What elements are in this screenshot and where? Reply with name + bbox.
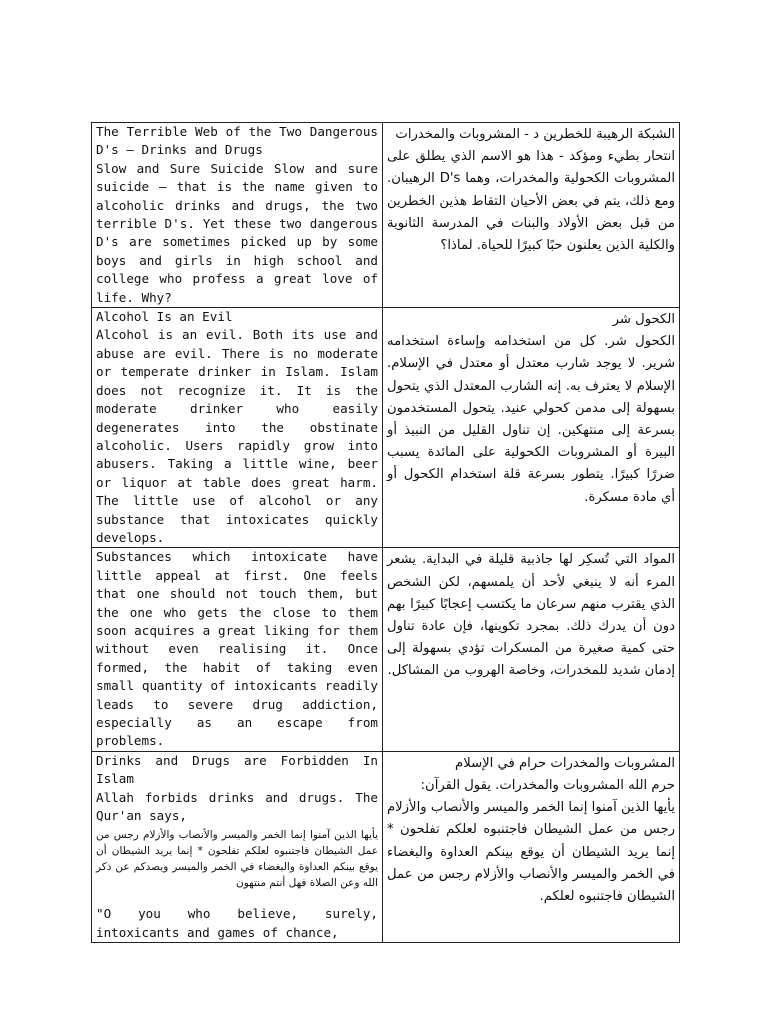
paragraph-en: Alcohol is an evil. Both its use and abuse are evil. There is no moderate or temperate drinker in Islam. Islam does not recognize it. It is the moderate drinker who easily degenerates into the obstinate alcoholic. Users rapidly grow into abusers. Taking a little wine, beer or liquor at table does great harm. The little use of alcohol or any substance that intoxicates quickly develops. bbox=[96, 327, 378, 545]
section-heading-en: Alcohol Is an Evil bbox=[96, 309, 233, 325]
quran-translation-en: "O you who believe, surely, intoxicants and games of chance, bbox=[96, 906, 378, 940]
section-heading-ar: الشبكة الرهيبة للخطرين د - المشروبات والمخدرات bbox=[395, 127, 675, 142]
table-row bbox=[92, 308, 680, 548]
paragraph-ar: حرم الله المشروبات والمخدرات. يقول القرآن: bbox=[420, 778, 675, 794]
arabic-cell bbox=[383, 548, 680, 751]
arabic-cell bbox=[383, 308, 680, 548]
paragraph-en: Substances which intoxicate have little appeal at first. One feels that one should not touch them, but the one who gets the close to them soon acquires a great liking for them without even realising it. Once formed, the habit of taking even small quantity of intoxicants readily leads to severe drug addiction, especially as an escape from problems. bbox=[96, 549, 378, 749]
section-heading-ar: المشروبات والمخدرات حرام في الإسلام bbox=[455, 755, 675, 771]
paragraph-en: Slow and Sure Suicide Slow and sure suicide – that is the name given to alcoholic drinks and drugs, the two terrible D's. Yet these two dangerous D's are sometimes picked up by some boys and girls in high school and college who profess a great love of life. Why? bbox=[96, 160, 378, 305]
arabic-cell bbox=[383, 123, 680, 308]
table-row bbox=[92, 548, 680, 751]
english-cell bbox=[92, 751, 383, 942]
english-cell bbox=[92, 548, 383, 751]
section-heading-en: Drinks and Drugs are Forbidden In Islam bbox=[96, 752, 378, 787]
bilingual-table bbox=[91, 122, 680, 943]
section-heading-ar: الكحول شر bbox=[612, 312, 675, 328]
quran-quote-ar: يأيها الذين آمنوا إنما الخمر والميسر والأنصاب والأزلام رجس من عمل الشيطان فاجتنبوه لعلكم تفلحون * إنما يريد الشيطان أن يوقع بينكم العداوة والبغضاء في الخمر والميسر ويصدكم عن ذكر الله وعن الصلاة فهل أنتم منتهون bbox=[96, 829, 378, 890]
quran-quote-ar: يأيها الذين آمنوا إنما الخمر والميسر والأنصاب والأزلام رجس من عمل الشيطان فاجتنبوه لعلكم تفلحون * إنما يريد الشيطان أن يوقع بينكم العداوة والبغضاء في الخمر والميسر والأنصاب والأزلام رجس من عمل الشيطان فاجتنبوه لعلكم. bbox=[387, 800, 675, 905]
arabic-cell bbox=[383, 751, 680, 942]
table-row bbox=[92, 751, 680, 942]
paragraph-ar: الكحول شر. كل من استخدامه وإساءة استخدامه شرير. لا يوجد شارب معتدل أو معتدل في الإسلام. الإسلام لا يعترف به. إنه الشارب المعتدل الذي يتحول بسهولة إلى مدمن كحولي عنيد. يتحول المستخدمون بسرعة إلى منتهكين. إن تناول القليل من النبيذ أو البيرة أو المشروبات الكحولية على المائدة يسبب ضررًا كبيرًا. يتطور بسرعة قلة استخدام الكحول أو أي مادة مسكرة. bbox=[387, 334, 675, 505]
table-row bbox=[92, 123, 680, 308]
paragraph-ar: المواد التي تُسكِر لها جاذبية قليلة في البداية. يشعر المرء أنه لا ينبغي لأحد أن يلمسهم، لكن الشخص الذي يقترب منهم سرعان ما يكتسب إعجابًا كبيرًا بهم دون أن يدرك ذلك. بمجرد تكوينها، فإن عادة تناول حتى كمية صغيرة من المسكرات تؤدي بسهولة إلى إدمان شديد للمخدرات، وخاصة الهروب من المشاكل. bbox=[387, 552, 675, 679]
paragraph-en: Allah forbids drinks and drugs. The Qur'an says, bbox=[96, 789, 378, 824]
english-cell bbox=[92, 123, 383, 308]
section-heading-en: The Terrible Web of the Two Dangerous D's – Drinks and Drugs bbox=[96, 124, 378, 158]
paragraph-ar: انتحار بطيء ومؤكد - هذا هو الاسم الذي يطلق على المشروبات الكحولية والمخدرات، وهما D's الرهيبان. ومع ذلك، يتم في بعض الأحيان التقاط هذين الخطرين من قبل بعض الأولاد والبنات في المدرسة الثانوية والكلية الذين يعلنون حبًا كبيرًا للحياة. لماذا؟ bbox=[387, 149, 675, 254]
english-cell bbox=[92, 308, 383, 548]
